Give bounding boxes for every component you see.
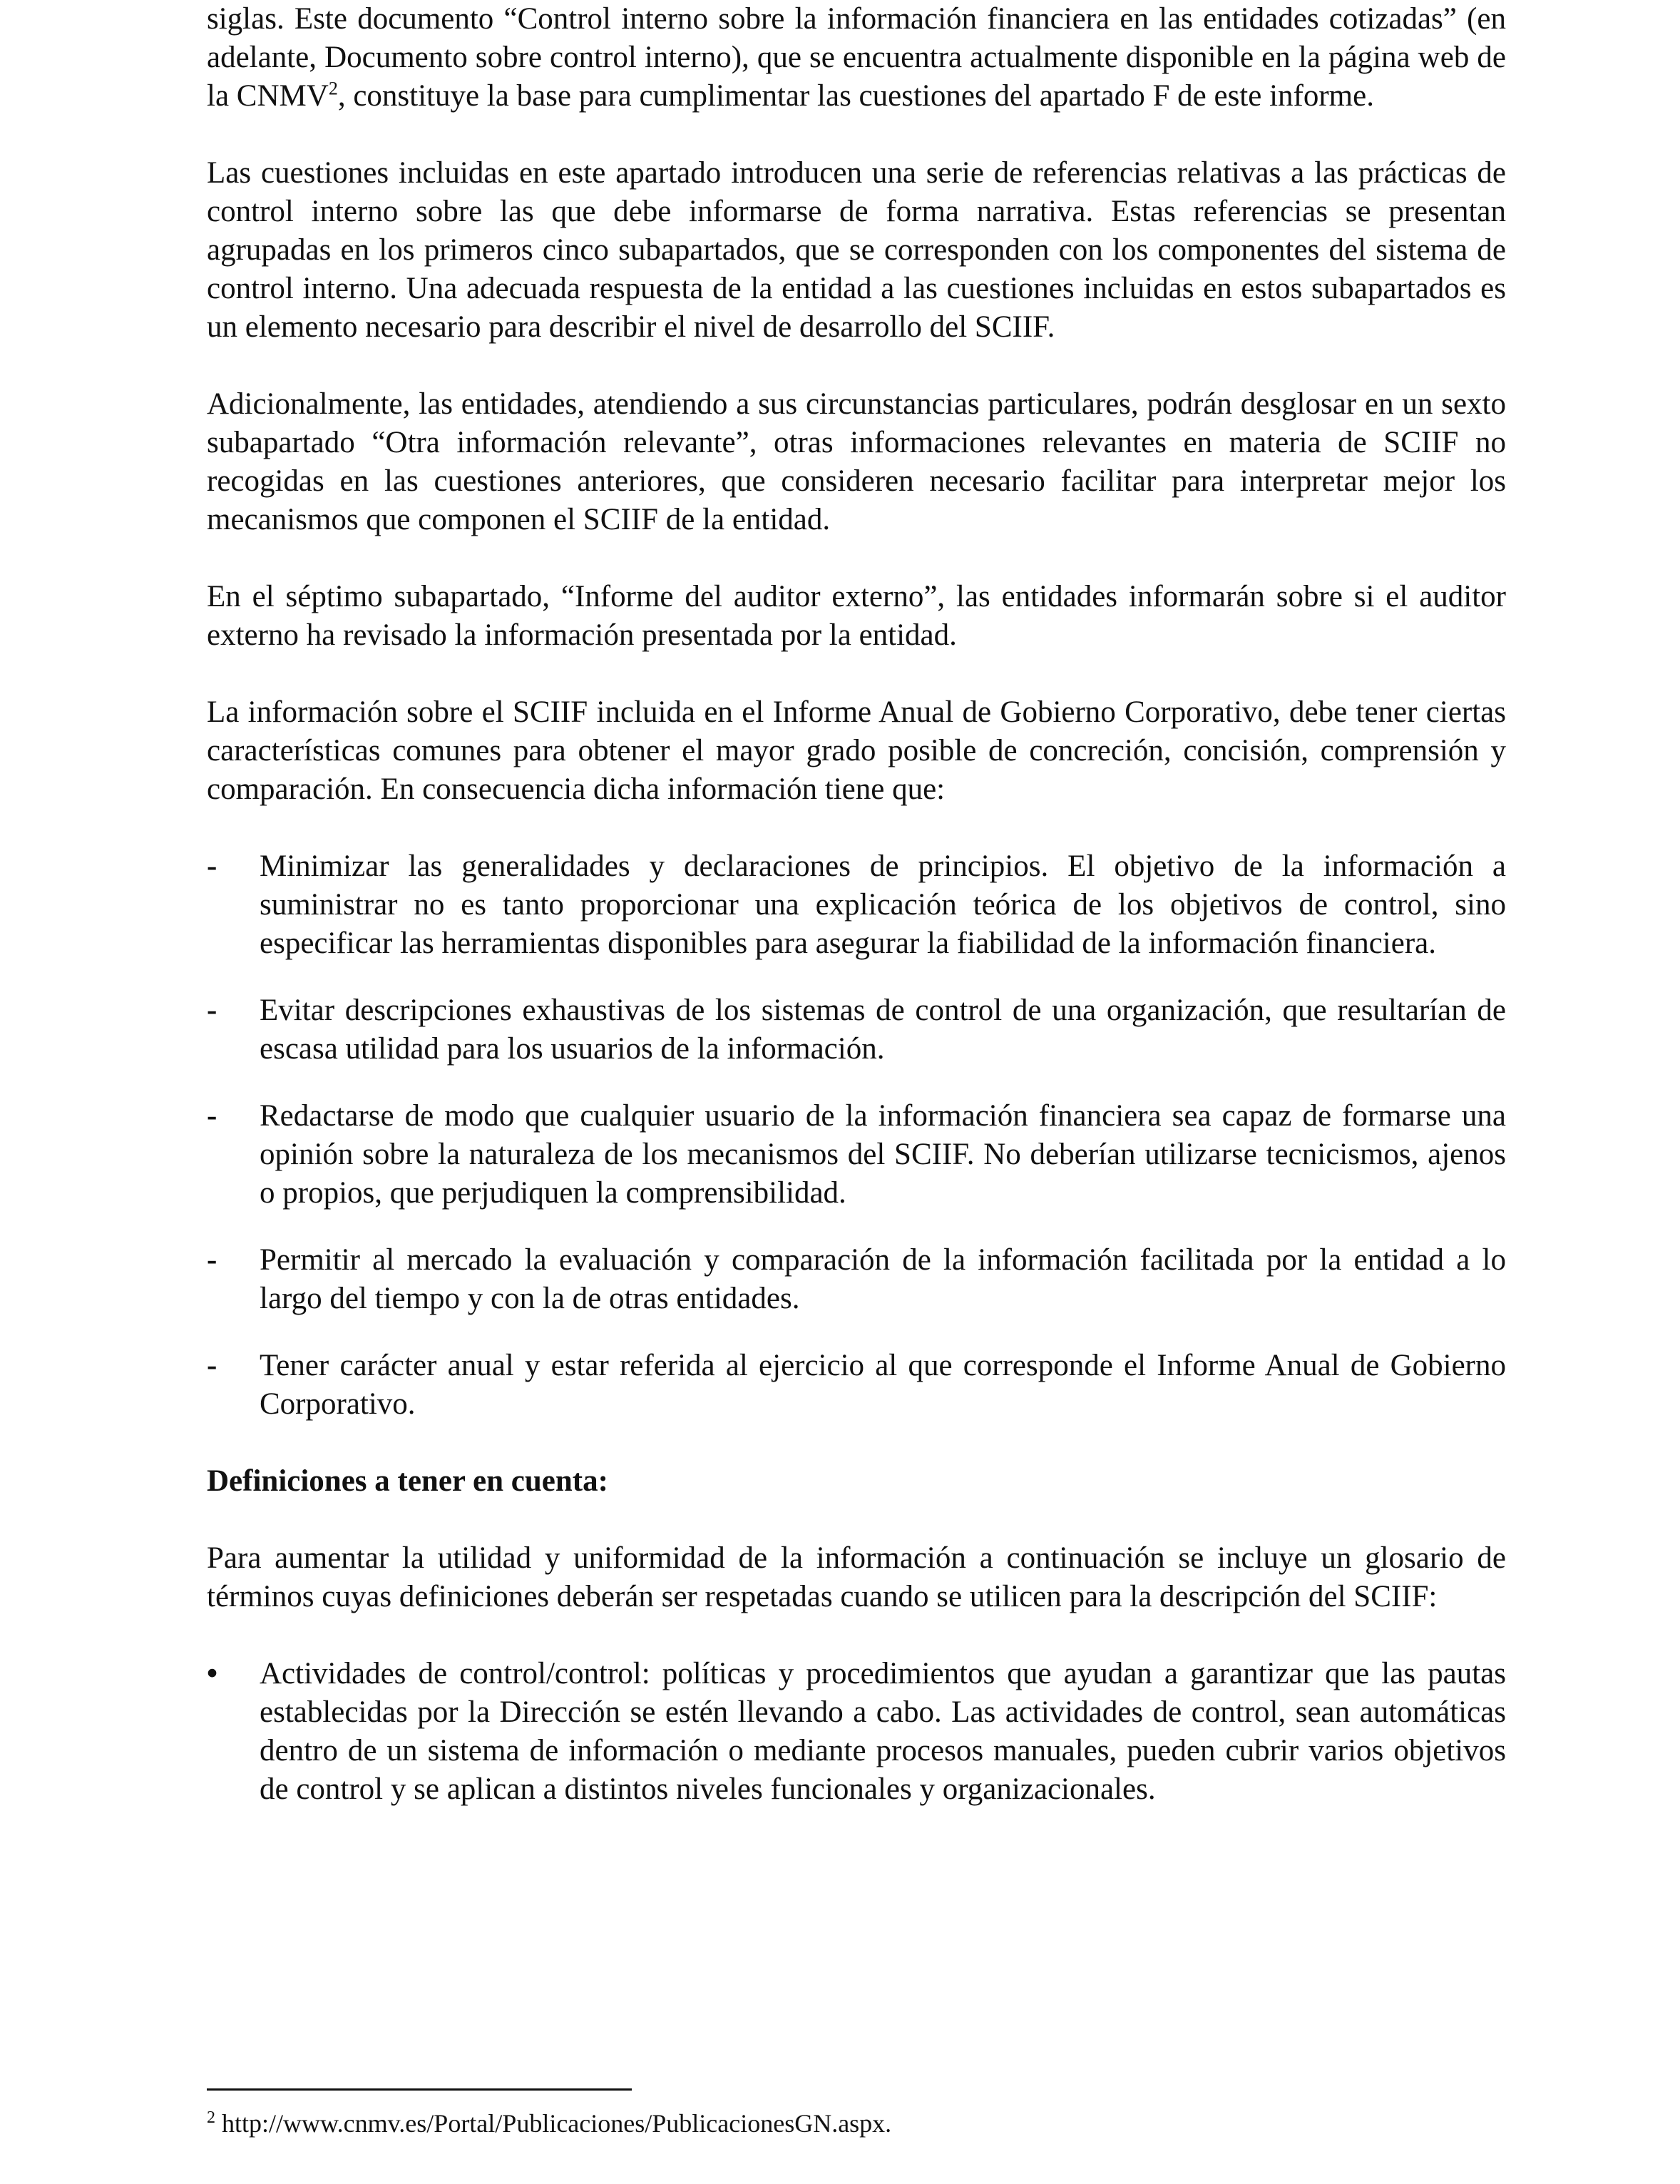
paragraph-intro-text: siglas. Este documento “Control interno sobre la información financiera en las entidades cotizadas” (en adelante, Documento sobre control interno), que se encuentra actualmente disponible en la página web de la CNMV bbox=[207, 2, 1506, 113]
glossary-item bbox=[207, 1655, 1506, 1809]
list-item-text: Redactarse de modo que cualquier usuario de la información financiera sea capaz de formarse una opinión sobre la naturaleza de los mecanismos del SCIIF. No deberían utilizarse tecnicismos, ajenos o propios, que perjudiquen la comprensibilidad. bbox=[260, 1099, 1506, 1210]
list-item bbox=[207, 1241, 1506, 1318]
list-item-text: Permitir al mercado la evaluación y comparación de la información facilitada por la entidad a lo largo del tiempo y con la de otras entidades. bbox=[260, 1243, 1506, 1315]
document-page bbox=[207, 0, 1506, 1837]
dash-marker: - bbox=[207, 1349, 217, 1382]
paragraph-cuestiones: Las cuestiones incluidas en este apartado introducen una serie de referencias relativas a las prácticas de control interno sobre las que debe informarse de forma narrativa. Estas referencias se presentan agrupadas en los primeros cinco subapartados, que se corresponden con los componentes del sistema de control interno. Una adecuada respuesta de la entidad a las cuestiones incluidas en estos subapartados es un elemento necesario para describir el nivel de desarrollo del SCIIF. bbox=[207, 156, 1506, 344]
paragraph-glosario-intro: Para aumentar la utilidad y uniformidad de la información a continuación se incluye un glosario de términos cuyas definiciones deberán ser respetadas cuando se utilicen para la descripción del SCIIF: bbox=[207, 1541, 1506, 1613]
glossary-item-text: Actividades de control/control: políticas y procedimientos que ayudan a garantizar que las pautas establecidas por la Dirección se estén llevando a cabo. Las actividades de control, sean automáticas dentro de un sistema de información o mediante procesos manuales, pueden cubrir varios objetivos de control y se aplican a distintos niveles funcionales y organizacionales. bbox=[260, 1657, 1506, 1806]
paragraph-adicionalmente: Adicionalmente, las entidades, atendiendo a sus circunstancias particulares, podrán desglosar en un sexto subapartado “Otra información relevante”, otras informaciones relevantes en materia de SCIIF no recogidas en las cuestiones anteriores, que consideren necesario facilitar para interpretar mejor los mecanismos que componen el SCIIF de la entidad. bbox=[207, 387, 1506, 536]
list-item-text: Evitar descripciones exhaustivas de los sistemas de control de una organización, que resultarían de escasa utilidad para los usuarios de la información. bbox=[260, 994, 1506, 1066]
footnote-reference[interactable]: 2 bbox=[328, 78, 338, 99]
paragraph-intro-text-end: , constituye la base para cumplimentar las cuestiones del apartado F de este informe. bbox=[337, 79, 1374, 113]
paragraph-caracteristicas: La información sobre el SCIIF incluida en el Informe Anual de Gobierno Corporativo, debe tener ciertas características comunes para obtener el mayor grado posible de concreción, concisión, comprensión y comparación. En consecuencia dicha información tiene que: bbox=[207, 695, 1506, 806]
dash-marker: - bbox=[207, 994, 217, 1027]
list-item bbox=[207, 1097, 1506, 1213]
footnote-separator bbox=[207, 2088, 632, 2091]
paragraph-intro bbox=[207, 0, 1506, 116]
requirements-list bbox=[207, 847, 1506, 1424]
list-item-text: Tener carácter anual y estar referida al ejercicio al que corresponde el Informe Anual de Gobierno Corporativo. bbox=[260, 1349, 1506, 1421]
glossary-list bbox=[207, 1655, 1506, 1809]
dash-marker: - bbox=[207, 849, 217, 883]
section-heading-definiciones: Definiciones a tener en cuenta: bbox=[207, 1464, 608, 1498]
footnote bbox=[207, 2107, 891, 2140]
list-item-text: Minimizar las generalidades y declaraciones de principios. El objetivo de la información a suministrar no es tanto proporcionar una explicación teórica de los objetivos de control, sino especificar las herramientas disponibles para asegurar la fiabilidad de la información financiera. bbox=[260, 849, 1506, 960]
list-item bbox=[207, 991, 1506, 1068]
paragraph-septimo: En el séptimo subapartado, “Informe del auditor externo”, las entidades informarán sobre si el auditor externo ha revisado la información presentada por la entidad. bbox=[207, 580, 1506, 652]
footnote-link[interactable]: http://www.cnmv.es/Portal/Publicaciones/PublicacionesGN.aspx. bbox=[215, 2109, 892, 2138]
list-item bbox=[207, 1347, 1506, 1424]
list-item bbox=[207, 847, 1506, 963]
dash-marker: - bbox=[207, 1243, 217, 1277]
footnote-number: 2 bbox=[207, 2108, 215, 2127]
bullet-marker: • bbox=[207, 1657, 218, 1690]
dash-marker: - bbox=[207, 1099, 217, 1133]
